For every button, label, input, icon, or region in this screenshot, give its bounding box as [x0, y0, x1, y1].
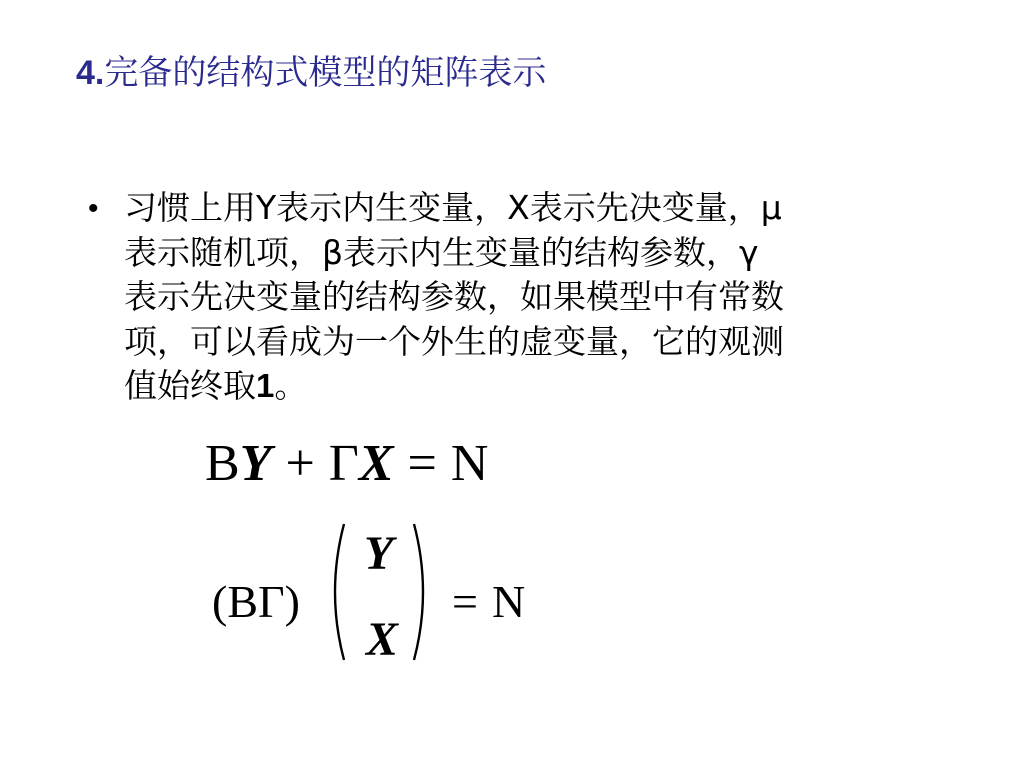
paragraph-line-5-number: 1	[256, 367, 275, 404]
eq1-n-vector: N	[450, 435, 489, 492]
eq2-lhs-matrix: (BΓ)	[212, 576, 300, 627]
eq2-left-paren	[322, 522, 348, 662]
slide-title	[76, 50, 546, 96]
paragraph-line-1: 习惯上用Y表示内生变量，X表示先决变量，μ	[124, 188, 782, 227]
paragraph-line-5-text: 值始终取	[124, 366, 256, 405]
eq1-x-vector: X	[358, 435, 394, 492]
eq2-equals: =	[452, 576, 478, 627]
paragraph-line-2: 表示随机项，β表示内生变量的结构参数，γ	[124, 232, 759, 272]
eq1-y-vector: Y	[239, 435, 272, 492]
title-number: 4.	[76, 54, 105, 92]
eq1-equals: =	[407, 435, 437, 492]
eq2-vector-y: Y	[364, 527, 394, 580]
eq2-rhs	[452, 576, 525, 628]
bullet-paragraph	[124, 186, 934, 409]
bullet-icon: •	[88, 192, 99, 225]
paragraph-line-5	[124, 364, 934, 409]
paragraph-line-5-end: 。	[274, 366, 308, 405]
equation-1	[205, 434, 488, 494]
eq2-vector-x: X	[366, 613, 399, 666]
paragraph-line-3: 表示先决变量的结构参数，如果模型中有常数	[124, 277, 784, 316]
title-text: 完备的结构式模型的矩阵表示	[104, 53, 547, 93]
eq1-gamma-matrix: Γ	[328, 435, 359, 492]
eq2-n-vector: N	[491, 576, 526, 627]
eq1-plus: +	[285, 435, 315, 492]
paragraph-line-4: 项，可以看成为一个外生的虚变量，它的观测	[124, 321, 784, 361]
eq2-right-paren	[410, 522, 436, 662]
eq1-b-matrix: B	[205, 435, 240, 492]
